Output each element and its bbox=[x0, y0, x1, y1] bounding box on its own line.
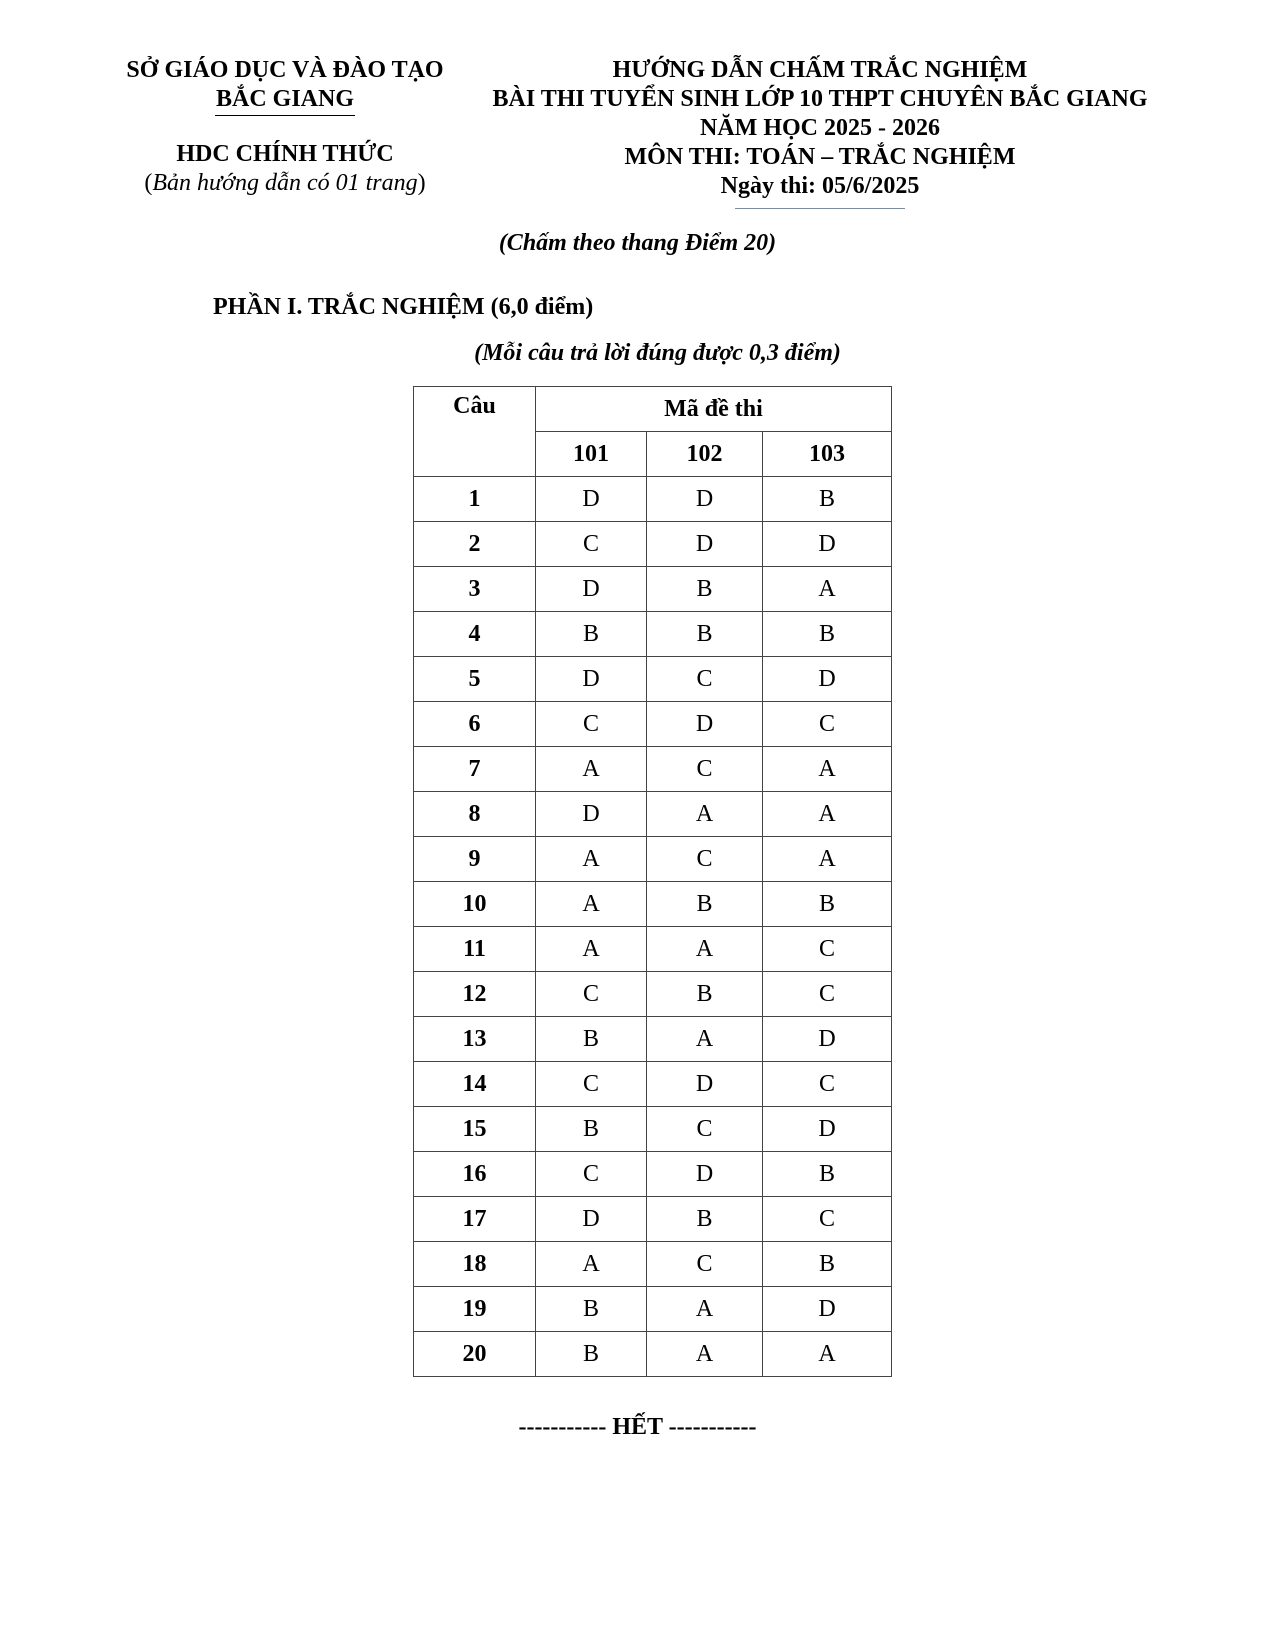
answer-cell: D bbox=[536, 792, 647, 837]
table-row bbox=[414, 792, 892, 837]
exam-name: BÀI THI TUYỂN SINH LỚP 10 THPT CHUYÊN BẮC GIANG bbox=[492, 86, 1148, 112]
question-number: 12 bbox=[414, 972, 536, 1017]
answer-cell: C bbox=[763, 1197, 892, 1242]
answer-cell: D bbox=[647, 522, 763, 567]
question-number: 18 bbox=[414, 1242, 536, 1287]
table-row bbox=[414, 747, 892, 792]
answer-cell: A bbox=[763, 747, 892, 792]
answer-cell: D bbox=[647, 1152, 763, 1197]
question-number: 16 bbox=[414, 1152, 536, 1197]
table-row bbox=[414, 477, 892, 522]
answer-rows bbox=[414, 477, 892, 1377]
table-row bbox=[414, 972, 892, 1017]
header-left bbox=[100, 56, 470, 198]
note-open: ( bbox=[144, 170, 153, 196]
answer-cell: D bbox=[647, 477, 763, 522]
question-number: 9 bbox=[414, 837, 536, 882]
answer-cell: B bbox=[536, 1287, 647, 1332]
department-name: SỞ GIÁO DỤC VÀ ĐÀO TẠO bbox=[126, 57, 444, 83]
answer-cell: A bbox=[763, 792, 892, 837]
page-count-note bbox=[100, 169, 470, 198]
question-number: 6 bbox=[414, 702, 536, 747]
official-status: HDC CHÍNH THỨC bbox=[176, 141, 394, 167]
exam-date: Ngày thi: 05/6/2025 bbox=[720, 173, 920, 199]
answer-cell: B bbox=[647, 972, 763, 1017]
table-row bbox=[414, 612, 892, 657]
school-year: NĂM HỌC 2025 - 2026 bbox=[700, 115, 940, 141]
note-text: Bản hướng dẫn có 01 trang bbox=[152, 170, 418, 196]
question-number: 4 bbox=[414, 612, 536, 657]
answer-cell: D bbox=[763, 1107, 892, 1152]
answer-cell: C bbox=[536, 1062, 647, 1107]
answer-cell: C bbox=[647, 657, 763, 702]
answer-cell: B bbox=[647, 612, 763, 657]
question-number: 14 bbox=[414, 1062, 536, 1107]
table-row bbox=[414, 927, 892, 972]
answer-key-table bbox=[413, 386, 892, 1377]
exam-code-header: 101 bbox=[536, 432, 647, 477]
part-title: PHẦN I. TRẮC NGHIỆM (6,0 điểm) bbox=[213, 294, 594, 320]
question-number: 19 bbox=[414, 1287, 536, 1332]
table-row bbox=[414, 1107, 892, 1152]
answer-cell: C bbox=[763, 702, 892, 747]
table-row bbox=[414, 1287, 892, 1332]
answer-cell: A bbox=[647, 1017, 763, 1062]
table-row bbox=[414, 1017, 892, 1062]
answer-cell: B bbox=[536, 612, 647, 657]
answer-cell: B bbox=[763, 882, 892, 927]
answer-cell: B bbox=[647, 882, 763, 927]
header-right bbox=[470, 56, 1170, 209]
table-row bbox=[414, 1242, 892, 1287]
question-number: 15 bbox=[414, 1107, 536, 1152]
question-column-header: Câu bbox=[414, 387, 536, 477]
answer-cell: C bbox=[647, 1242, 763, 1287]
answer-cell: D bbox=[763, 1287, 892, 1332]
answer-cell: B bbox=[763, 1242, 892, 1287]
exam-code-header: 102 bbox=[647, 432, 763, 477]
answer-cell: B bbox=[536, 1017, 647, 1062]
exam-code-group-header: Mã đề thi bbox=[536, 387, 892, 432]
table-row bbox=[414, 1062, 892, 1107]
question-number: 11 bbox=[414, 927, 536, 972]
table-row bbox=[414, 702, 892, 747]
question-number: 20 bbox=[414, 1332, 536, 1377]
answer-cell: C bbox=[536, 522, 647, 567]
subject: MÔN THI: TOÁN – TRẮC NGHIỆM bbox=[624, 144, 1016, 170]
answer-cell: C bbox=[536, 972, 647, 1017]
answer-cell: A bbox=[536, 882, 647, 927]
answer-cell: A bbox=[536, 927, 647, 972]
answer-cell: D bbox=[647, 702, 763, 747]
exam-code-header: 103 bbox=[763, 432, 892, 477]
question-number: 1 bbox=[414, 477, 536, 522]
answer-cell: C bbox=[536, 1152, 647, 1197]
answer-cell: C bbox=[536, 702, 647, 747]
answer-cell: A bbox=[536, 747, 647, 792]
answer-cell: A bbox=[647, 1287, 763, 1332]
answer-cell: D bbox=[536, 477, 647, 522]
question-number: 7 bbox=[414, 747, 536, 792]
answer-cell: C bbox=[647, 747, 763, 792]
question-number: 3 bbox=[414, 567, 536, 612]
question-number: 13 bbox=[414, 1017, 536, 1062]
answer-cell: C bbox=[763, 1062, 892, 1107]
answer-cell: B bbox=[536, 1107, 647, 1152]
doc-title: HƯỚNG DẪN CHẤM TRẮC NGHIỆM bbox=[612, 57, 1028, 83]
answer-cell: B bbox=[647, 1197, 763, 1242]
answer-cell: B bbox=[647, 567, 763, 612]
answer-cell: D bbox=[536, 567, 647, 612]
answer-cell: C bbox=[763, 927, 892, 972]
part-points-note: (Mỗi câu trả lời đúng được 0,3 điểm) bbox=[474, 340, 841, 366]
table-row bbox=[414, 657, 892, 702]
question-number: 10 bbox=[414, 882, 536, 927]
answer-cell: A bbox=[647, 927, 763, 972]
answer-cell: D bbox=[647, 1062, 763, 1107]
answer-cell: A bbox=[763, 567, 892, 612]
answer-cell: A bbox=[763, 1332, 892, 1377]
table-row bbox=[414, 1152, 892, 1197]
answer-cell: A bbox=[536, 1242, 647, 1287]
question-number: 17 bbox=[414, 1197, 536, 1242]
grading-scale-note: (Chấm theo thang Điểm 20) bbox=[498, 230, 777, 256]
answer-cell: A bbox=[647, 792, 763, 837]
table-row bbox=[414, 522, 892, 567]
question-number: 5 bbox=[414, 657, 536, 702]
answer-cell: D bbox=[536, 1197, 647, 1242]
header-underline bbox=[735, 208, 905, 209]
answer-cell: D bbox=[763, 1017, 892, 1062]
question-number: 2 bbox=[414, 522, 536, 567]
table-row bbox=[414, 1332, 892, 1377]
answer-cell: A bbox=[647, 1332, 763, 1377]
answer-cell: D bbox=[763, 657, 892, 702]
answer-cell: C bbox=[647, 837, 763, 882]
answer-cell: B bbox=[763, 477, 892, 522]
question-number: 8 bbox=[414, 792, 536, 837]
province-name: BẮC GIANG bbox=[215, 86, 354, 112]
province-underline bbox=[215, 115, 355, 116]
answer-cell: A bbox=[763, 837, 892, 882]
answer-cell: B bbox=[763, 1152, 892, 1197]
table-row bbox=[414, 882, 892, 927]
table-row bbox=[414, 837, 892, 882]
answer-cell: A bbox=[536, 837, 647, 882]
answer-cell: B bbox=[763, 612, 892, 657]
answer-cell: C bbox=[763, 972, 892, 1017]
table-row bbox=[414, 1197, 892, 1242]
answer-cell: C bbox=[647, 1107, 763, 1152]
end-mark: ----------- HẾT ----------- bbox=[518, 1414, 757, 1440]
answer-cell: D bbox=[763, 522, 892, 567]
table-row bbox=[414, 567, 892, 612]
answer-cell: B bbox=[536, 1332, 647, 1377]
answer-cell: D bbox=[536, 657, 647, 702]
note-close: ) bbox=[417, 170, 426, 196]
